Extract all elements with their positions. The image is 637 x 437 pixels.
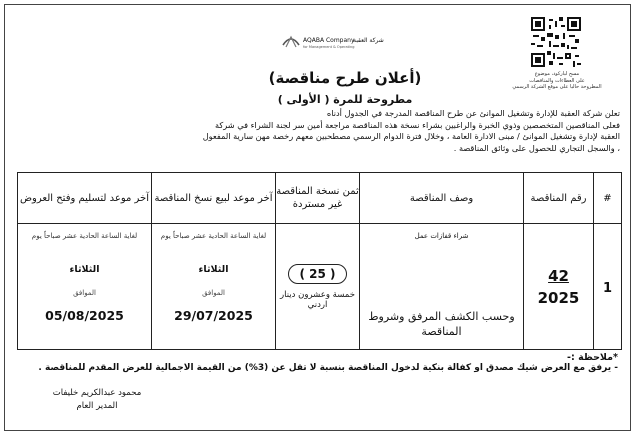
qr-code[interactable]: [531, 17, 581, 67]
tender-number-cell: [524, 224, 594, 350]
description-cell: [360, 224, 524, 350]
header-index: #: [594, 173, 622, 224]
intro-line: تعلن شركة العقبة للإدارة وتشغيل الموانئ عن طرح المناقصة المدرجة في الجدول أدناه: [326, 108, 620, 118]
anchor-logo-icon: [281, 31, 301, 51]
tender-number-top: 42: [548, 266, 569, 285]
intro-paragraph: [20, 108, 620, 154]
price-words: خمسة وعشرون دينار اردني: [280, 290, 355, 310]
note-text: - يرفق مع العرض شيك مصدق او كفالة بنكية لدخول المناقصة بنسبة لا تقل عن (3%) من القيمة الاجمالية للعرض المقدم للمناقصة .: [38, 363, 618, 373]
signer-name: محمود عبدالكريم خليفات: [52, 388, 142, 398]
intro-line: ، والسجل التجاري للحصول على وثائق المناقصة .: [453, 142, 620, 153]
tender-announcement: [4, 4, 631, 431]
row-index: 1: [602, 281, 613, 296]
submission-deadline-cell: [18, 224, 152, 350]
tender-table: [17, 172, 622, 350]
sale-deadline-date: 29/07/2025: [174, 308, 253, 323]
submission-deadline-time: لغاية الساعة الحادية عشر صباحاً يوم: [31, 232, 138, 240]
sale-deadline-cell: [152, 224, 276, 350]
note-title: *ملاحظة :-: [567, 352, 618, 363]
qr-caption-line: المطروحة حاليا على موقع الشركة الرسمي: [512, 84, 602, 90]
company-logo: [281, 31, 401, 59]
header-submission-deadline: آخر موعد لتسليم وفتح العروض: [18, 173, 152, 224]
table-header-row: [18, 173, 622, 224]
qr-caption-line: مسح لباركود، موضوع: [534, 71, 580, 77]
header-tender-number: رقم المناقصة: [524, 173, 594, 224]
signer-position: المدير العام: [76, 401, 118, 411]
page-subtitle: مطروحة للمرة ( الأولى ): [277, 93, 413, 106]
signature-block: [47, 387, 147, 413]
submission-deadline-label: الموافق: [73, 289, 96, 297]
qr-caption-line: على العطاءات والمناقصات: [529, 77, 585, 84]
sale-deadline-day: الثلاثاء: [198, 264, 229, 275]
description-terms: وحسب الكشف المرفق وشروط المناقصة: [368, 310, 515, 338]
intro-line: العقبة لإدارة وتشغيل الموانئ / مبنى الادارة العامة ، وخلال فترة الدوام الرسمي مصطحبين معهم رخصة مهن سارية المفعول: [202, 131, 620, 141]
tender-number-year: 2025: [537, 288, 580, 307]
header-sale-deadline: آخر موعد لبيع نسخ المناقصة: [152, 173, 276, 224]
header-copy-price: ثمن نسخة المناقصة غير مستردة: [276, 173, 360, 224]
header-description: وصف المناقصة: [360, 173, 524, 224]
logo-tagline: for Management & Operating: [303, 45, 355, 49]
sale-deadline-time: لغاية الساعة الحادية عشر صباحاً يوم: [160, 232, 267, 240]
page-title: (أعلان طرح مناقصة): [268, 69, 422, 87]
row-index-cell: [594, 224, 622, 350]
logo-brand-ar: شركة العقبة: [353, 37, 384, 44]
qr-caption: [505, 71, 609, 91]
logo-brand-en: AQABA Company: [303, 37, 355, 44]
table-row: [18, 224, 622, 350]
submission-deadline-day: الثلاثاء: [69, 264, 100, 275]
copy-price-cell: [276, 224, 360, 350]
submission-deadline-date: 05/08/2025: [45, 308, 124, 323]
description-item: شراء قفازات عمل: [414, 232, 469, 240]
price-amount: ( 25 ): [288, 264, 346, 284]
sale-deadline-label: الموافق: [202, 289, 225, 297]
intro-line: فعلى المناقصين المتخصصين وذوي الخبرة والراغبين بشراء نسخة هذه المناقصة مراجعة أمين سر لجنة الشراء في شركة: [215, 119, 620, 130]
